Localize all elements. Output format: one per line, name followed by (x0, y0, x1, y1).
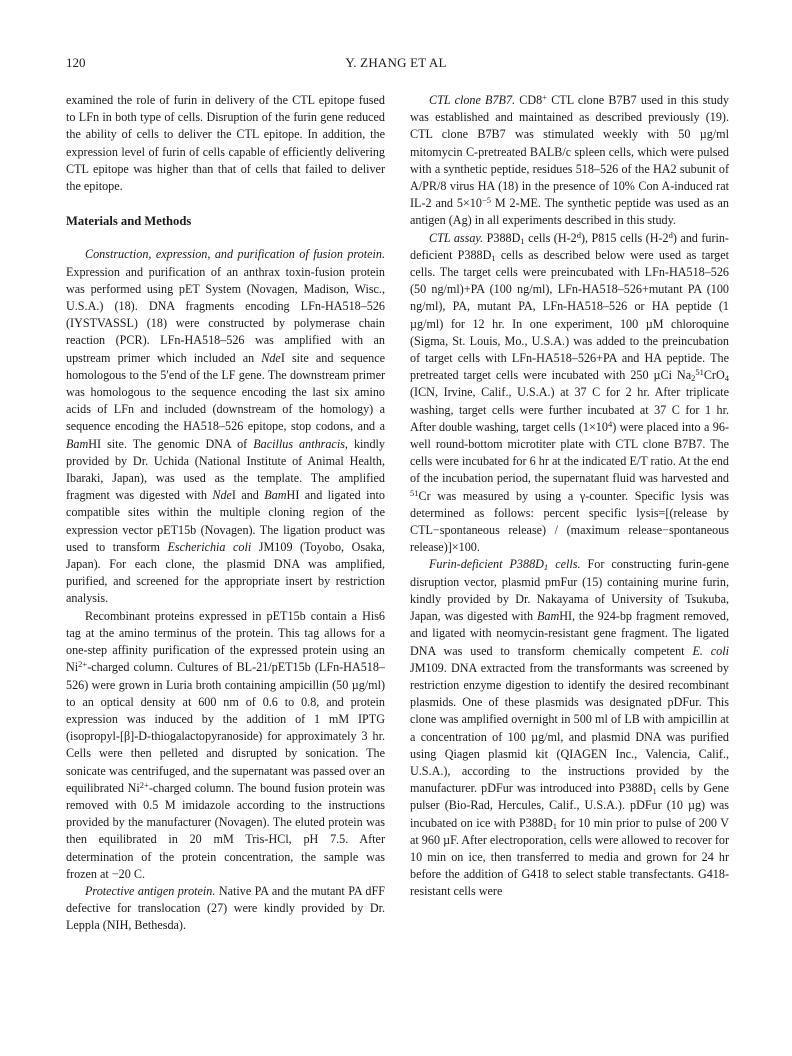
furin-runin-heading: Furin-deficient $P388D_1$ cells. (429, 557, 581, 573)
running-head: Y. ZHANG ET AL (345, 55, 447, 70)
construction-paragraph: Construction, expression, and purification of fusion protein. Expression and purification of an anthrax toxin-fusion protein was performed using pET System (Novagen, Madison, Wisc., U.S.A.) (18). DNA fragments encoding LFn-HA518–526 (IYSTVASSL) (18) were constructed by polymerase chain reaction (PCR). LFn-HA518–526 was amplified with an upstream primer which included an NdeI site and sequence homologous to the 5′end of the LF gene. The downstream primer was homologous to the sequence encoding the last six amino acids of LFn and included (downstream of the homology) a sequence encoding the HA518–526 epitope, stop codons, and a BamHI site. The genomic DNA of Bacillus anthracis, kindly provided by Dr. Uchida (National Institute of Animal Health, Ibaraki, Japan), was used as the template. The amplified fragment was digested with NdeI and BamHI and ligated into compatible sites within the multiple cloning region of the expression vector pET15b (Novagen). The ligation product was used to transform Escherichia coli JM109 (Toyobo, Osaka, Japan). For each clone, the plasmid DNA was amplified, purified, and screened for the appropriate insert by restriction analysis. (66, 247, 385, 606)
protective-antigen-paragraph: Protective antigen protein. Native PA and the mutant PA dFF defective for translocation (27) were kindly provided by Dr. Leppla (NIH, Bethesda). (66, 883, 386, 933)
pa-runin-heading: Protective antigen protein. (85, 883, 216, 898)
construction-runin-heading: Construction, expression, and purification of fusion protein. (85, 247, 385, 262)
page-header (66, 55, 726, 73)
intro-text: examined the role of furin in delivery of the CTL epitope fused to LFn in both type of cells. Disruption of the furin gene reduced the ability of cells to deliver the CTL epitope. In addition, the expression level of furin of cells capable of efficiently delivering CTL epitope was higher than that of cells that failed to deliver the epitope. (66, 93, 385, 194)
furin-deficient-paragraph: Furin-deficient $P388D_1$ cells. For constructing furin-gene disruption vector, plasmid pmFur (15) containing murine furin, kindly provided by Dr. Nakayama of University of Tsukuba, Japan, was digested with BamHI, the 924-bp fragment removed, and ligated with neomycin-resistant gene fragment. The ligated DNA was used to transform chemically competent E. coli JM109. DNA extracted from the transformants was screened by restriction enzyme digestion to identify the desired recombinant plasmids. One of these plasmids was designated pDFur. This clone was amplified overnight in 500 ml of LB with ampicillin at a concentration of 100 µg/ml, and plasmid DNA was purified using Qiagen plasmid kit (QIAGEN Inc., Valencia, Calif., U.S.A.), according to the instructions provided by the manufacturer. pDFur was introduced into $P388D_1$ cells by Gene pulser (Bio-Rad, Hercules, Calif., U.S.A.). pDFur (10 µg) was incubated on ice with $P388D_1$ for 10 min prior to pulse of 200 V at 960 µF. After electroporation, cells were allowed to recover for 10 min on ice, then transferred to media and grown for 24 hr before the addition of G418 to select stable transfectants. G418-resistant cells were (410, 557, 730, 899)
intro-paragraph (66, 92, 385, 195)
ctl-clone-runin-heading: CTL clone B7B7. (429, 93, 516, 107)
page-number: 120 (66, 55, 86, 70)
ctl-assay-paragraph: CTL assay. $P388D_1$ cells (H-2$^d$), P815 cells (H-2$^d$) and furin-deficient $P388D_1$ cells as described below were used as target cells. The target cells were preincubated with LFn-HA518–526 (50 ng/ml)+PA (100 ng/ml), LFn-HA518–526+mutant PA (100 ng/ml), PA, mutant PA, LFn-HA518–526 or HA peptide (1 µg/ml) for 12 hr. In one experiment, 100 µM chloroquine (Sigma, St. Louis, Mo., U.S.A.) was added to the preincubation of target cells with LFn-HA518–526+PA and HA peptide. The pretreated target cells were incubated with 250 µCi $Na_2^{51}CrO_4$ (ICN, Irvine, Calif., U.S.A.) at 37 C for 2 hr. After triplicate washing, target cells were further incubated at 37 C for 1 hr. After double washing, target cells $(1\times 10^4)$ were placed into a 96-well round-bottom microtiter plate with CTL clone B7B7. The cells were incubated for 6 hr at the indicated E/T ratio. At the end of the incubation period, the supernatant fluid was harvested and $^{51}$Cr was measured by using a γ-counter. Specific lysis was determined as follows: percent specific lysis=[(release by CTL−spontaneous release) / (maximum release−spontaneous release)]×100. (410, 229, 730, 555)
section-heading-materials-methods: Materials and Methods (66, 214, 192, 229)
ctl-clone-paragraph: CTL clone B7B7. CD8+ CTL clone B7B7 used in this study was established and maintained as described previously (19). CTL clone B7B7 was stimulated weekly with 50 µg/ml mitomycin C-pretreated BALB/c spleen cells, which were pulsed with a synthetic peptide, residues 518–526 of the HA2 subunit of A/PR/8 virus HA (18) in the presence of 10% Con A-induced rat IL-2 and $5\times 10^{-5}$ M 2-ME. The synthetic peptide was used as an antigen (Ag) in all experiments described in this study. (410, 92, 730, 228)
left-column (66, 92, 385, 935)
recombinant-proteins-paragraph: Recombinant proteins expressed in pET15b contain a His6 tag at the amino terminus of the protein. This tag allows for a one-step affinity purification of the expressed protein using an $Ni^{2+}$-charged column. Cultures of BL-21/pET15b (LFn-HA518–526) were grown in Luria broth containing ampicillin (50 µg/ml) to an optical density at 600 nm of 0.6 to 0.8, and protein expression was induced by the addition of 1 mM IPTG (isopropyl-[β]-D-thiogalactopyranoside) for approximately 3 hr. Cells were then pelleted and disrupted by sonication. The sonicate was centrifuged, and the supernatant was passed over an equilibrated $Ni^{2+}$-charged column. The bound fusion protein was removed with 0.5 M imidazole according to the instructions provided by the manufacturer (Novagen). The eluted protein was then equilibrated in 20 mM Tris-HCl, pH 7.5. After determination of the protein concentration, the sample was frozen at −20 C. (66, 608, 385, 881)
right-column (410, 92, 729, 901)
ctl-assay-runin-heading: CTL assay. (429, 230, 484, 245)
